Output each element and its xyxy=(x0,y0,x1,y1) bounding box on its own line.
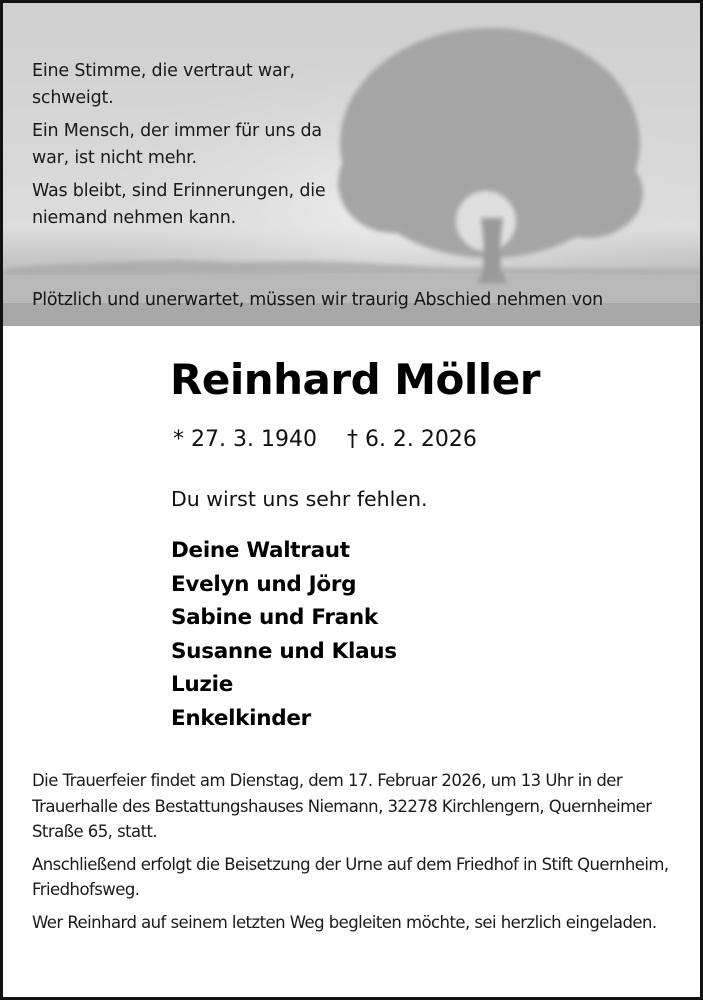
mourner: Sabine und Frank xyxy=(171,605,378,630)
mourner: Enkelkinder xyxy=(171,705,311,731)
poem-stanza: Was bleibt, sind Erinnerungen, die niemand nehmen kann. xyxy=(32,181,326,228)
mourner: Deine Waltraut xyxy=(171,538,350,563)
mourner: Susanne und Klaus xyxy=(171,638,397,664)
farewell-message: Du wirst uns sehr fehlen. xyxy=(171,487,428,511)
poem-stanza: Ein Mensch, der immer für uns da war, ist nicht mehr. xyxy=(32,121,322,168)
poem xyxy=(32,58,352,238)
invitation: Wer Reinhard auf seinem letzten Weg begleiten möchte, sei herzlich eingeladen. xyxy=(32,912,657,932)
burial-details: Anschließend erfolgt die Beisetzung der Urne auf dem Friedhof in Stift Quernheim, Friedhofsweg. xyxy=(32,854,669,899)
funeral-info xyxy=(32,768,692,942)
intro-line: Plötzlich und unerwartet, müssen wir traurig Abschied nehmen von xyxy=(32,290,603,310)
deceased-name: Reinhard Möller xyxy=(170,355,540,404)
header-image xyxy=(3,3,700,326)
birth-date: * 27. 3. 1940 xyxy=(173,427,317,452)
mourner: Luzie xyxy=(171,672,233,697)
mourners-list xyxy=(171,534,397,735)
obituary-card xyxy=(3,3,700,997)
ceremony-details: Die Trauerfeier findet am Dienstag, dem 17. Februar 2026, um 13 Uhr in der Trauerhalle des Bestattungshauses Niemann, 32278 Kirchlengern, Quernheimer Straße 65, statt. xyxy=(32,771,652,841)
poem-stanza: Eine Stimme, die vertraut war, schweigt. xyxy=(32,61,295,108)
life-dates xyxy=(173,427,477,452)
mourner: Evelyn und Jörg xyxy=(171,571,357,597)
death-date: † 6. 2. 2026 xyxy=(346,427,477,452)
